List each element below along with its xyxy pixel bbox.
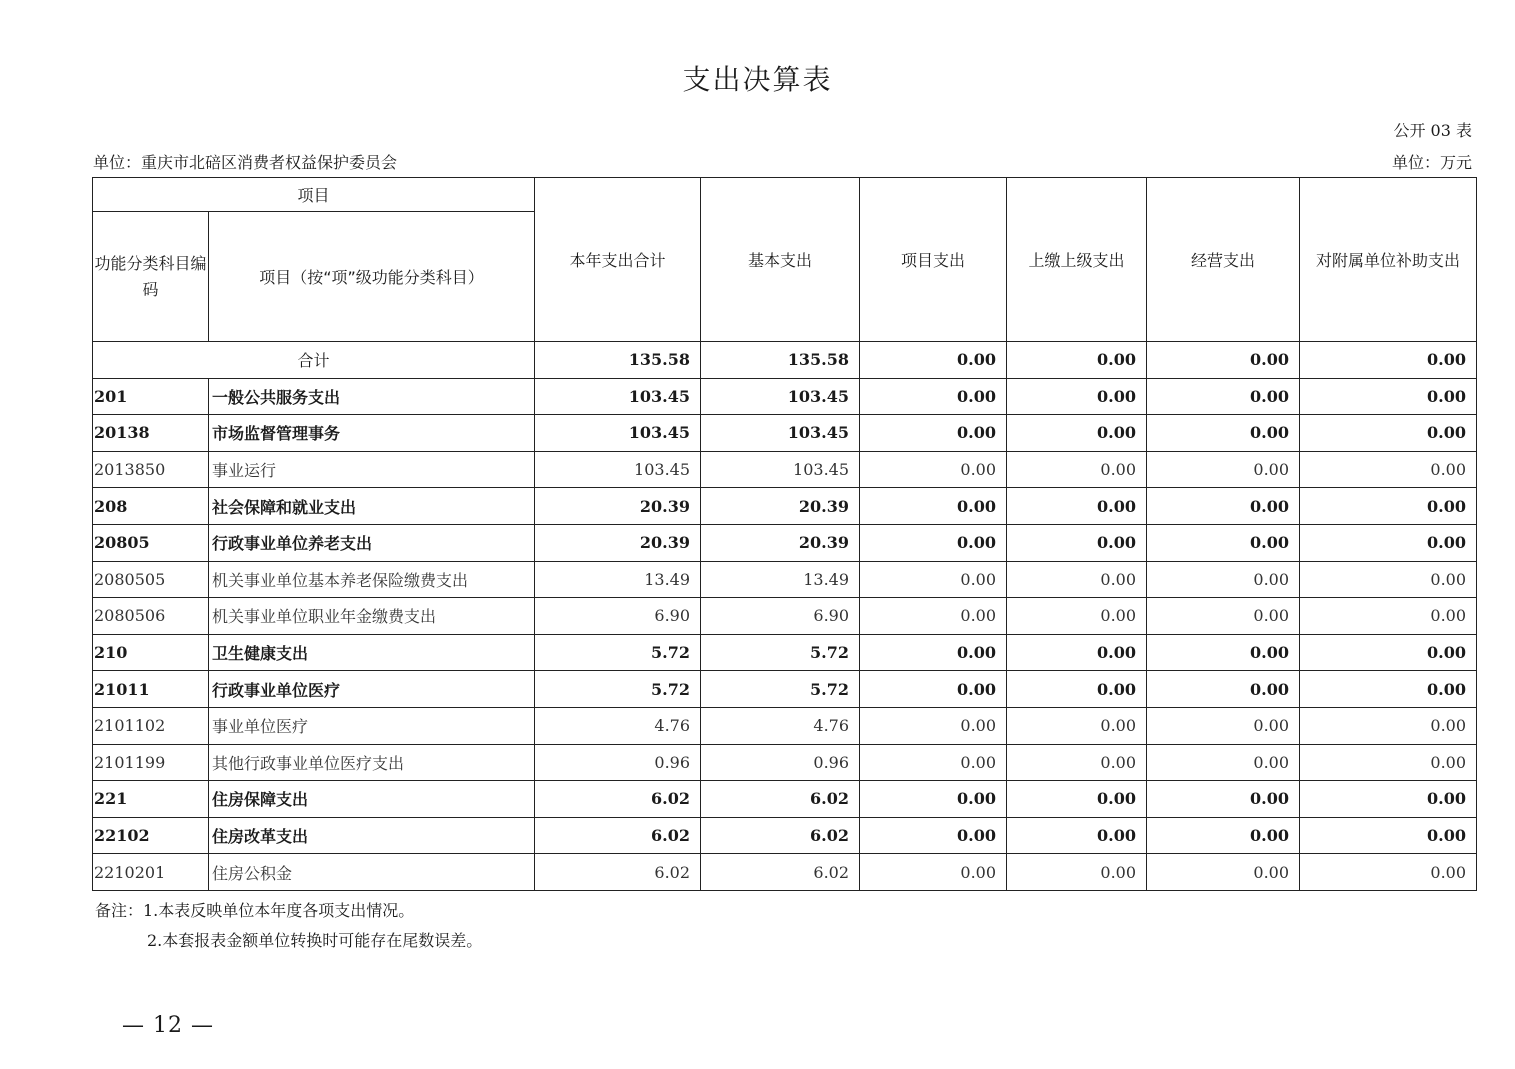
footnote-1: 备注：1.本表反映单位本年度各项支出情况。 bbox=[95, 901, 415, 920]
row-value: 0.00 bbox=[860, 817, 1007, 854]
row-value: 0.00 bbox=[860, 671, 1007, 708]
row-value: 0.00 bbox=[1147, 488, 1300, 525]
row-value: 0.00 bbox=[1007, 598, 1147, 635]
row-value: 0.00 bbox=[1300, 378, 1477, 415]
row-value: 4.76 bbox=[535, 707, 701, 744]
row-name: 市场监督管理事务 bbox=[209, 415, 535, 452]
row-code: 2210201 bbox=[93, 854, 209, 891]
total-cell: 0.00 bbox=[1147, 342, 1300, 379]
row-value: 0.00 bbox=[1007, 561, 1147, 598]
row-value: 20.39 bbox=[535, 488, 701, 525]
page-number: — 12 — bbox=[122, 1013, 214, 1038]
header-upper: 上缴上级支出 bbox=[1007, 178, 1147, 342]
row-value: 0.00 bbox=[1147, 415, 1300, 452]
row-value: 5.72 bbox=[701, 671, 860, 708]
table-row bbox=[93, 707, 1477, 744]
table-row bbox=[93, 781, 1477, 818]
row-value: 0.00 bbox=[1007, 744, 1147, 781]
row-value: 6.90 bbox=[535, 598, 701, 635]
row-value: 6.02 bbox=[701, 817, 860, 854]
footnotes bbox=[95, 896, 482, 956]
row-value: 0.00 bbox=[1007, 634, 1147, 671]
row-name: 一般公共服务支出 bbox=[209, 378, 535, 415]
row-name: 住房公积金 bbox=[209, 854, 535, 891]
row-value: 0.00 bbox=[1007, 671, 1147, 708]
row-value: 0.00 bbox=[860, 854, 1007, 891]
row-value: 6.02 bbox=[535, 817, 701, 854]
header-project-group: 项目 bbox=[93, 178, 535, 212]
row-name: 其他行政事业单位医疗支出 bbox=[209, 744, 535, 781]
table-row bbox=[93, 634, 1477, 671]
row-value: 0.00 bbox=[1147, 817, 1300, 854]
reporting-unit: 单位：重庆市北碚区消费者权益保护委员会 bbox=[93, 153, 398, 172]
row-code: 2080506 bbox=[93, 598, 209, 635]
row-value: 13.49 bbox=[535, 561, 701, 598]
row-value: 6.02 bbox=[701, 854, 860, 891]
row-value: 0.00 bbox=[860, 524, 1007, 561]
row-value: 0.00 bbox=[860, 781, 1007, 818]
row-value: 0.00 bbox=[1147, 707, 1300, 744]
row-value: 0.00 bbox=[1300, 854, 1477, 891]
table-row bbox=[93, 561, 1477, 598]
row-value: 0.00 bbox=[1007, 415, 1147, 452]
row-value: 0.00 bbox=[1147, 524, 1300, 561]
row-value: 5.72 bbox=[535, 634, 701, 671]
table-row bbox=[93, 671, 1477, 708]
row-value: 5.72 bbox=[535, 671, 701, 708]
row-name: 行政事业单位医疗 bbox=[209, 671, 535, 708]
row-value: 0.00 bbox=[1147, 671, 1300, 708]
row-value: 0.00 bbox=[860, 561, 1007, 598]
row-value: 5.72 bbox=[701, 634, 860, 671]
header-name: 项目（按“项”级功能分类科目） bbox=[209, 212, 535, 342]
row-value: 6.02 bbox=[535, 854, 701, 891]
row-value: 0.00 bbox=[860, 598, 1007, 635]
table-row bbox=[93, 524, 1477, 561]
row-value: 0.00 bbox=[1300, 598, 1477, 635]
currency-unit: 单位：万元 bbox=[1391, 153, 1472, 172]
row-name: 社会保障和就业支出 bbox=[209, 488, 535, 525]
row-value: 103.45 bbox=[535, 378, 701, 415]
row-value: 103.45 bbox=[701, 378, 860, 415]
header-business: 经营支出 bbox=[1147, 178, 1300, 342]
row-name: 卫生健康支出 bbox=[209, 634, 535, 671]
row-value: 0.00 bbox=[1147, 561, 1300, 598]
table-row bbox=[93, 817, 1477, 854]
table-row bbox=[93, 415, 1477, 452]
total-cell: 135.58 bbox=[701, 342, 860, 379]
row-value: 6.02 bbox=[701, 781, 860, 818]
form-number: 公开 03 表 bbox=[1393, 121, 1472, 140]
row-value: 0.00 bbox=[1007, 488, 1147, 525]
row-value: 0.00 bbox=[860, 707, 1007, 744]
table-row bbox=[93, 378, 1477, 415]
row-value: 103.45 bbox=[535, 451, 701, 488]
header-total: 本年支出合计 bbox=[535, 178, 701, 342]
row-value: 20.39 bbox=[701, 524, 860, 561]
row-code: 22102 bbox=[93, 817, 209, 854]
row-value: 0.00 bbox=[1147, 854, 1300, 891]
row-value: 0.00 bbox=[1300, 488, 1477, 525]
total-label: 合计 bbox=[93, 342, 535, 379]
row-value: 103.45 bbox=[701, 415, 860, 452]
header-project: 项目支出 bbox=[860, 178, 1007, 342]
row-value: 0.00 bbox=[1300, 781, 1477, 818]
row-value: 0.00 bbox=[1147, 634, 1300, 671]
header-basic: 基本支出 bbox=[701, 178, 860, 342]
total-cell: 135.58 bbox=[535, 342, 701, 379]
row-value: 0.00 bbox=[1147, 781, 1300, 818]
row-value: 0.00 bbox=[1007, 707, 1147, 744]
row-value: 0.00 bbox=[1147, 744, 1300, 781]
row-value: 0.00 bbox=[1300, 707, 1477, 744]
row-value: 0.00 bbox=[1007, 817, 1147, 854]
row-value: 0.00 bbox=[1300, 451, 1477, 488]
row-name: 住房改革支出 bbox=[209, 817, 535, 854]
total-cell: 0.00 bbox=[1007, 342, 1147, 379]
row-value: 0.00 bbox=[1300, 671, 1477, 708]
header-code: 功能分类科目编码 bbox=[93, 212, 209, 342]
row-value: 6.90 bbox=[701, 598, 860, 635]
row-value: 0.00 bbox=[1300, 524, 1477, 561]
row-code: 210 bbox=[93, 634, 209, 671]
row-code: 221 bbox=[93, 781, 209, 818]
row-value: 0.00 bbox=[1147, 451, 1300, 488]
row-value: 103.45 bbox=[535, 415, 701, 452]
row-value: 0.00 bbox=[1300, 634, 1477, 671]
row-value: 0.00 bbox=[1300, 817, 1477, 854]
row-name: 机关事业单位基本养老保险缴费支出 bbox=[209, 561, 535, 598]
row-value: 0.00 bbox=[1300, 561, 1477, 598]
row-value: 20.39 bbox=[701, 488, 860, 525]
row-value: 0.00 bbox=[1147, 598, 1300, 635]
row-name: 机关事业单位职业年金缴费支出 bbox=[209, 598, 535, 635]
row-value: 0.00 bbox=[1300, 744, 1477, 781]
row-value: 0.00 bbox=[860, 378, 1007, 415]
row-name: 事业运行 bbox=[209, 451, 535, 488]
row-value: 0.00 bbox=[1300, 415, 1477, 452]
row-code: 208 bbox=[93, 488, 209, 525]
row-value: 20.39 bbox=[535, 524, 701, 561]
page-title: 支出决算表 bbox=[682, 63, 833, 96]
row-name: 住房保障支出 bbox=[209, 781, 535, 818]
row-value: 0.00 bbox=[860, 488, 1007, 525]
row-value: 0.00 bbox=[1007, 524, 1147, 561]
row-value: 0.00 bbox=[1007, 781, 1147, 818]
total-cell: 0.00 bbox=[1300, 342, 1477, 379]
row-value: 6.02 bbox=[535, 781, 701, 818]
row-code: 21011 bbox=[93, 671, 209, 708]
row-value: 0.00 bbox=[1007, 378, 1147, 415]
row-name: 行政事业单位养老支出 bbox=[209, 524, 535, 561]
row-value: 0.00 bbox=[1007, 451, 1147, 488]
row-code: 201 bbox=[93, 378, 209, 415]
row-code: 2013850 bbox=[93, 451, 209, 488]
row-value: 0.96 bbox=[535, 744, 701, 781]
table-row bbox=[93, 451, 1477, 488]
row-code: 20138 bbox=[93, 415, 209, 452]
row-value: 0.00 bbox=[1147, 378, 1300, 415]
header-subsidy: 对附属单位补助支出 bbox=[1300, 178, 1477, 342]
table-row bbox=[93, 598, 1477, 635]
total-cell: 0.00 bbox=[860, 342, 1007, 379]
row-value: 0.00 bbox=[860, 634, 1007, 671]
row-value: 0.00 bbox=[860, 415, 1007, 452]
row-value: 103.45 bbox=[701, 451, 860, 488]
row-code: 2101199 bbox=[93, 744, 209, 781]
table-body bbox=[93, 342, 1477, 891]
table-row bbox=[93, 488, 1477, 525]
row-value: 4.76 bbox=[701, 707, 860, 744]
total-row bbox=[93, 342, 1477, 379]
row-value: 13.49 bbox=[701, 561, 860, 598]
expenditure-table bbox=[92, 177, 1477, 891]
row-code: 20805 bbox=[93, 524, 209, 561]
table-row bbox=[93, 854, 1477, 891]
row-value: 0.00 bbox=[860, 744, 1007, 781]
row-code: 2080505 bbox=[93, 561, 209, 598]
row-code: 2101102 bbox=[93, 707, 209, 744]
footnote-2: 2.本套报表金额单位转换时可能存在尾数误差。 bbox=[147, 931, 483, 950]
row-value: 0.00 bbox=[1007, 854, 1147, 891]
row-name: 事业单位医疗 bbox=[209, 707, 535, 744]
row-value: 0.96 bbox=[701, 744, 860, 781]
row-value: 0.00 bbox=[860, 451, 1007, 488]
table-row bbox=[93, 744, 1477, 781]
